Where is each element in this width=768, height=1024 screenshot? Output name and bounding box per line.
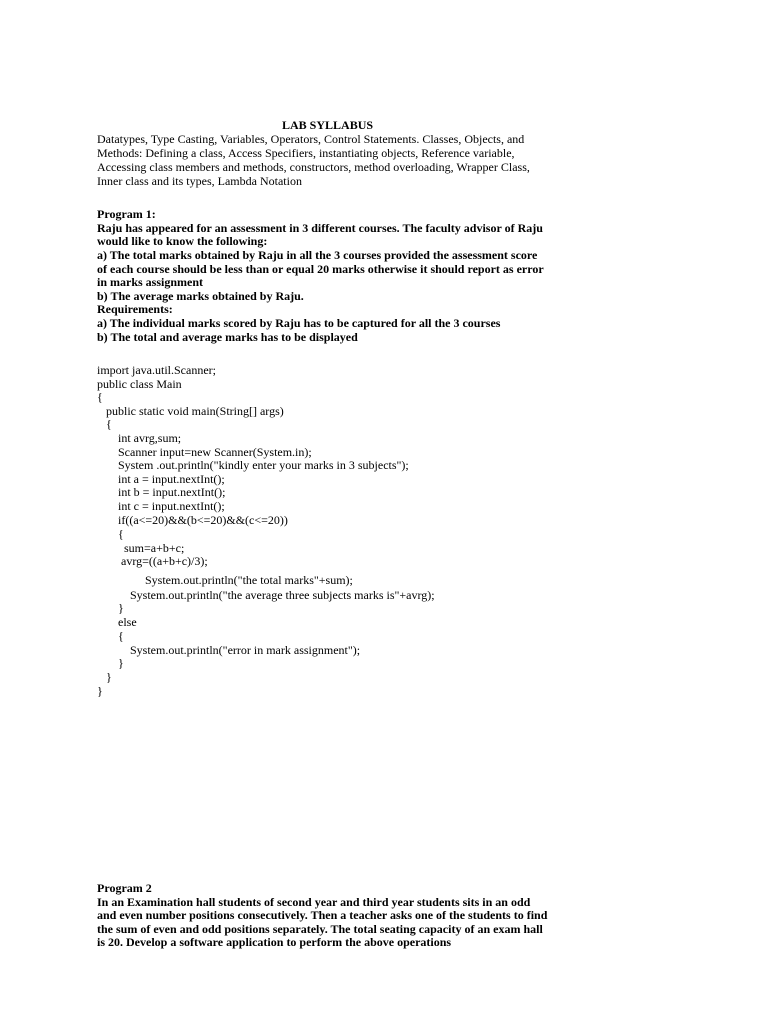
program1-line: Requirements: — [97, 302, 173, 316]
code-line: } — [97, 601, 124, 615]
code-line: } — [97, 684, 103, 698]
program1-line: b) The total and average marks has to be displayed — [97, 330, 358, 344]
code-line: System.out.println("the total marks"+sum); — [97, 573, 353, 587]
program1-line: of each course should be less than or equal 20 marks otherwise it should report as error — [97, 262, 544, 276]
program1-line: Raju has appeared for an assessment in 3 different courses. The faculty advisor of Raju — [97, 221, 543, 235]
page-title: LAB SYLLABUS — [282, 118, 374, 132]
code-line: avrg=((a+b+c)/3); — [97, 554, 208, 568]
code-line: { — [97, 390, 103, 404]
program2-line: In an Examination hall students of second year and third year students sits in an odd — [97, 895, 531, 909]
code-line: System.out.println("error in mark assignment"); — [97, 643, 361, 657]
code-line: sum=a+b+c; — [97, 541, 185, 555]
syllabus-line: Inner class and its types, Lambda Notation — [97, 174, 302, 188]
code-line: Scanner input=new Scanner(System.in); — [97, 445, 312, 459]
syllabus-line: Methods: Defining a class, Access Specifiers, instantiating objects, Reference variable, — [97, 146, 515, 160]
program1-line: a) The total marks obtained by Raju in all the 3 courses provided the assessment score — [97, 248, 538, 262]
program1-heading: Program 1: — [97, 207, 156, 221]
code-line: } — [97, 670, 112, 684]
code-line: else — [97, 615, 137, 629]
code-line: int c = input.nextInt(); — [97, 499, 225, 513]
program1-line: a) The individual marks scored by Raju has to be captured for all the 3 courses — [97, 316, 501, 330]
code-line: { — [97, 527, 124, 541]
code-line: System.out.println("the average three subjects marks is"+avrg); — [97, 588, 435, 602]
code-line: public static void main(String[] args) — [97, 404, 284, 418]
code-line: } — [97, 656, 124, 670]
code-line: int b = input.nextInt(); — [97, 485, 226, 499]
program1-line: in marks assignment — [97, 275, 204, 289]
code-line: int a = input.nextInt(); — [97, 472, 225, 486]
code-line: public class Main — [97, 377, 182, 391]
code-line: { — [97, 417, 112, 431]
syllabus-line: Datatypes, Type Casting, Variables, Operators, Control Statements. Classes, Objects, and — [97, 132, 525, 146]
program2-line: is 20. Develop a software application to perform the above operations — [97, 935, 452, 949]
program2-heading: Program 2 — [97, 881, 152, 895]
program2-line: and even number positions consecutively. Then a teacher asks one of the students to find — [97, 908, 548, 922]
code-line: if((a<=20)&&(b<=20)&&(c<=20)) — [97, 513, 288, 527]
code-line: int avrg,sum; — [97, 431, 182, 445]
program1-line: would like to know the following: — [97, 234, 268, 248]
syllabus-line: Accessing class members and methods, constructors, method overloading, Wrapper Class, — [97, 160, 530, 174]
code-line: { — [97, 629, 124, 643]
program1-line: b) The average marks obtained by Raju. — [97, 289, 304, 303]
code-line: System .out.println("kindly enter your marks in 3 subjects"); — [97, 458, 409, 472]
code-line: import java.util.Scanner; — [97, 363, 216, 377]
program2-line: the sum of even and odd positions separately. The total seating capacity of an exam hall — [97, 922, 543, 936]
